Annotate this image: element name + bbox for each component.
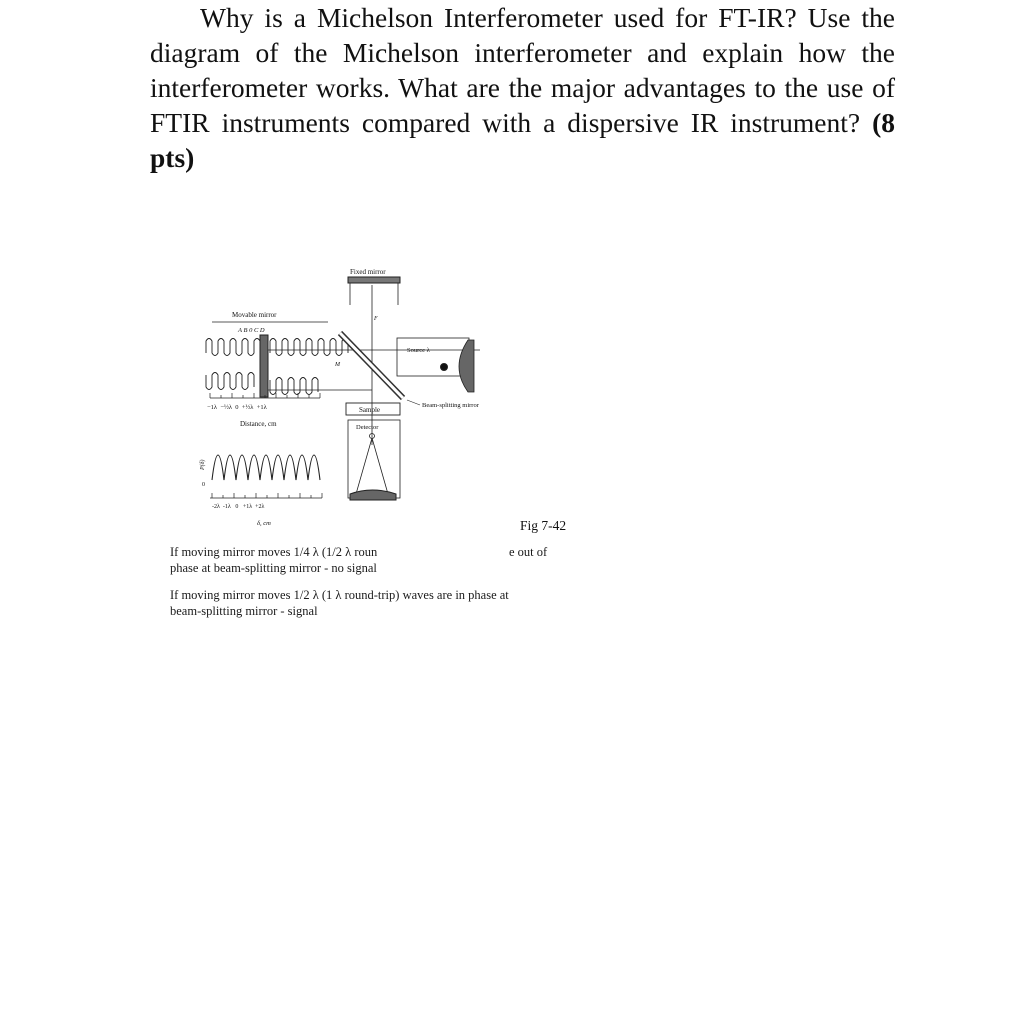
- sample-label: Sample: [359, 406, 380, 414]
- caption-quarter-line-1b: e out of: [509, 545, 548, 559]
- question-line-2: the diagram of the Michelson interferometer and explain how: [150, 2, 895, 68]
- zero-label: 0: [202, 482, 205, 488]
- interferogram-curve: [212, 455, 320, 480]
- mirror-positions: A B 0 C D: [238, 327, 265, 334]
- caption-quarter-line-2: phase at beam-splitting mirror - no signal: [170, 561, 377, 575]
- delta-axis-label: δ, cm: [257, 520, 271, 527]
- fixed-mirror: [348, 277, 400, 283]
- distance-axis-label: Distance, cm: [240, 420, 277, 428]
- points-label: (8 pts): [150, 107, 896, 173]
- wave-right: [270, 339, 348, 356]
- question-line-1: Why is a Michelson Interferometer used for FT-IR? Use: [200, 2, 851, 33]
- question-line-3: the interferometer works. What are the major advantages to: [150, 37, 896, 103]
- m-label: M: [335, 362, 340, 368]
- distance-ticks: −1λ −½λ 0 +½λ +1λ: [207, 404, 267, 411]
- detector-mirror: [350, 490, 396, 500]
- beam-splitter-label: Beam-splitting mirror: [422, 402, 479, 409]
- caption-half-line-1: If moving mirror moves 1/2 λ (1 λ round-trip) waves are in phase at: [170, 588, 509, 602]
- detector-label: Detector: [356, 424, 379, 431]
- source-reflector: [459, 340, 474, 392]
- wave-left: [206, 339, 260, 356]
- fixed-mirror-label: Fixed mirror: [350, 268, 386, 276]
- caption-half-line-2: beam-splitting mirror - signal: [170, 604, 318, 618]
- question-text: [150, 0, 895, 175]
- question-line-4: the use of FTIR instruments compared with a dispersive IR: [150, 72, 896, 138]
- source-lamp: [441, 364, 448, 371]
- movable-mirror-label: Movable mirror: [232, 311, 277, 319]
- caption-quarter-line-1: If moving mirror moves 1/4 λ (1/2 λ roun: [170, 545, 378, 559]
- p-axis-label: P(δ): [200, 459, 206, 470]
- question-line-5: instrument?: [730, 107, 861, 138]
- source-box: [397, 338, 469, 376]
- figure-number: Fig 7-42: [520, 518, 567, 533]
- movable-mirror: [260, 335, 268, 397]
- source-label: Source λ: [407, 347, 430, 354]
- michelson-diagram: [150, 250, 600, 550]
- delta-ticks: -2λ -1λ 0 +1λ +2λ: [212, 504, 265, 510]
- f-label: F: [374, 316, 378, 322]
